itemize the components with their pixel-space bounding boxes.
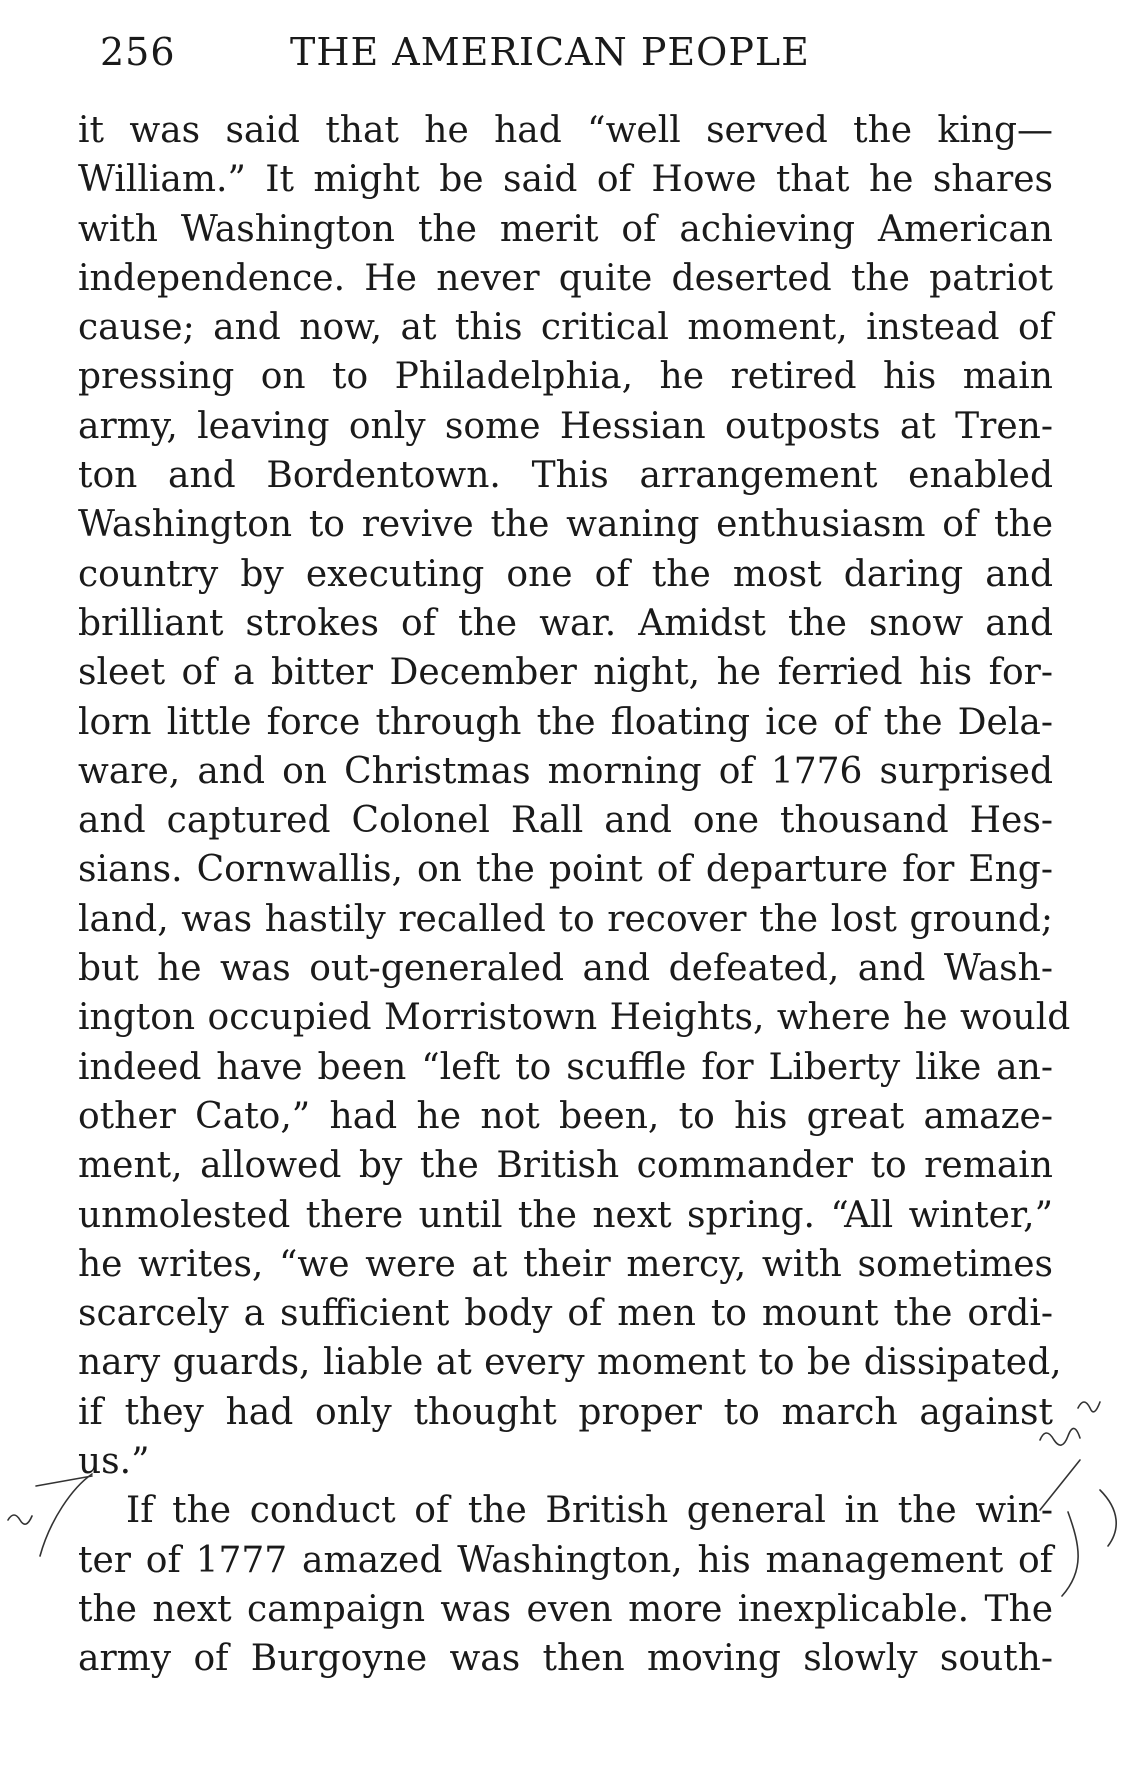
- text-line: if they had only thought proper to march against: [78, 1391, 1053, 1433]
- page-number: 256: [100, 30, 176, 74]
- text-line: lorn little force through the floating ice of the Dela-: [78, 701, 1053, 743]
- text-line: ington occupied Morristown Heights, where he would: [78, 997, 1071, 1039]
- text-line: country by executing one of the most daring and: [78, 553, 1053, 595]
- text-line: scarcely a sufficient body of men to mount the ordi-: [78, 1293, 1053, 1335]
- text-line: it was said that he had “well served the king—: [78, 110, 1053, 151]
- text-line: cause; and now, at this critical moment, instead of: [78, 307, 1053, 349]
- text-line: William.” It might be said of Howe that he shares: [78, 159, 1053, 201]
- text-line: and captured Colonel Rall and one thousand Hes-: [78, 800, 1053, 842]
- text-line: ware, and on Christmas morning of 1776 surprised: [78, 750, 1053, 792]
- text-line: unmolested there until the next spring. “All winter,”: [78, 1194, 1053, 1236]
- text-line: he writes, “we were at their mercy, with sometimes: [78, 1243, 1053, 1285]
- pencil-curve-right: [1100, 1490, 1116, 1546]
- text-line: sians. Cornwallis, on the point of departure for Eng-: [78, 849, 1053, 891]
- text-line: ment, allowed by the British commander to remain: [78, 1145, 1053, 1187]
- text-line: us.”: [78, 1441, 150, 1483]
- text-line: independence. He never quite deserted the patriot: [78, 257, 1053, 299]
- text-line: with Washington the merit of achieving American: [78, 208, 1053, 250]
- text-line: but he was out-generaled and defeated, and Wash-: [78, 948, 1053, 990]
- pencil-bracket-right: [1062, 1512, 1078, 1596]
- text-line: other Cato,” had he not been, to his great amaze-: [78, 1095, 1053, 1137]
- text-line: Washington to revive the waning enthusiasm of the: [78, 504, 1053, 546]
- text-line: ton and Bordentown. This arrangement enabled: [78, 455, 1053, 497]
- paragraph: [78, 106, 1071, 1486]
- running-head: [100, 30, 860, 84]
- text-line: army, leaving only some Hessian outposts at Tren-: [78, 405, 1053, 447]
- body-text: [78, 106, 1071, 1684]
- pencil-scribble-right-2: [1078, 1402, 1100, 1412]
- text-line: land, was hastily recalled to recover the lost ground;: [78, 898, 1053, 940]
- text-line: brilliant strokes of the war. Amidst the snow and: [78, 602, 1053, 644]
- running-title: THE AMERICAN PEOPLE: [290, 30, 810, 74]
- text-line: If the conduct of the British general in the win-: [126, 1490, 1053, 1532]
- paragraph: [78, 1486, 1053, 1683]
- text-line: ter of 1777 amazed Washington, his management of: [78, 1539, 1053, 1581]
- text-line: indeed have been “left to scuffle for Liberty like an-: [78, 1046, 1053, 1088]
- text-line: nary guards, liable at every moment to be dissipated,: [78, 1342, 1062, 1384]
- pencil-scribble-left: [8, 1515, 32, 1524]
- text-line: pressing on to Philadelphia, he retired his main: [78, 356, 1053, 398]
- text-line: sleet of a bitter December night, he ferried his for-: [78, 652, 1053, 694]
- text-line: army of Burgoyne was then moving slowly south-: [78, 1638, 1053, 1680]
- text-line: the next campaign was even more inexplicable. The: [78, 1588, 1053, 1630]
